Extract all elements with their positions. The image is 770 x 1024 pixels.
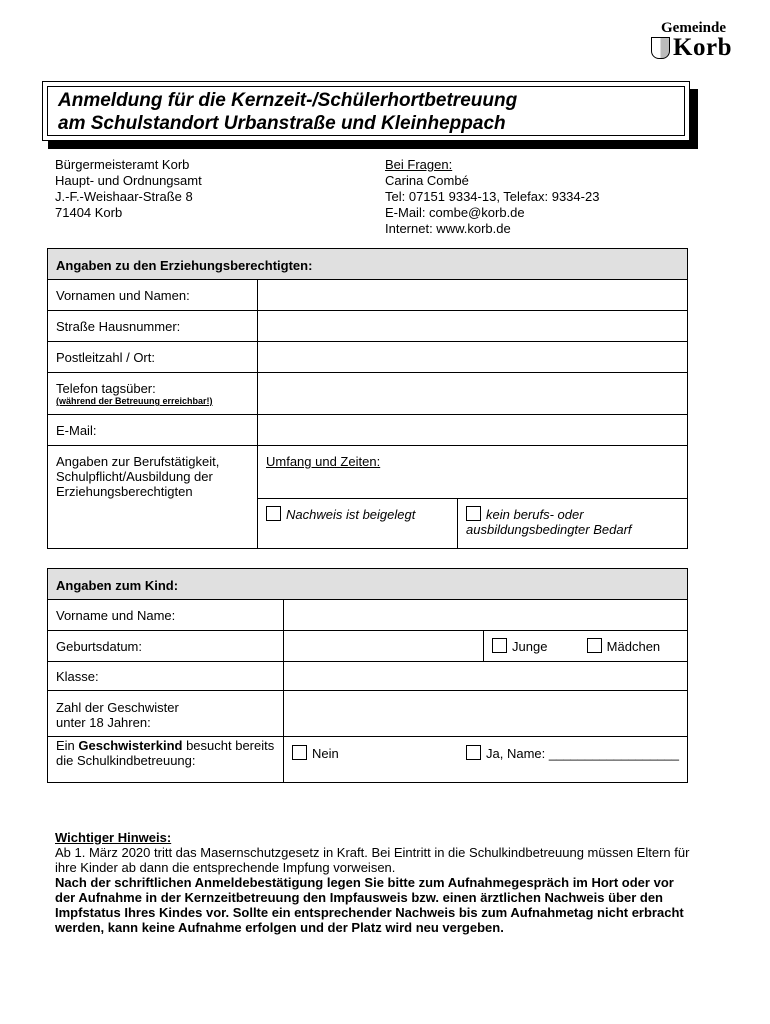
- sibling-no-label: Nein: [312, 746, 339, 761]
- boy-label: Junge: [512, 639, 548, 654]
- child-table: [47, 568, 688, 783]
- address-line: 71404 Korb: [55, 205, 123, 220]
- siblings-label: Zahl der Geschwister unter 18 Jahren:: [48, 691, 284, 737]
- contact-line: Internet: www.korb.de: [385, 221, 511, 236]
- contact-line: Carina Combé: [385, 173, 469, 188]
- guardian-email-field[interactable]: [258, 415, 688, 446]
- notice-bold-text: Nach der schriftlichen Anmeldebestätigung legen Sie bitte zum Aufnahmegespräch im Hort oder vor der Aufnahme in der Kernzeitbetreuung den Impfausweis bzw. einen ärztlichen Nachweis über den Impfstatus Ihres Kindes vor. Sollte ein entsprechender Nachweis bis zum Aufnahmetag nicht erbracht werden, kann keine Aufnahme erfolgen und der Platz wird neu vergeben.: [55, 875, 684, 935]
- sibling-care-pre: Ein: [56, 738, 79, 753]
- title-line-2: am Schulstandort Urbanstraße und Kleinheppach: [58, 113, 506, 134]
- gender-options: [484, 631, 688, 662]
- noneed-checkbox[interactable]: [466, 506, 481, 521]
- guardian-name-field[interactable]: [258, 280, 688, 311]
- notice-text: Ab 1. März 2020 tritt das Masernschutzgesetz in Kraft. Bei Eintritt in die Schulkindbetreuung müssen Eltern für ihre Kinder ab dann die entsprechende Impfung vorweisen.: [55, 845, 690, 875]
- address-line: Bürgermeisteramt Korb: [55, 157, 190, 172]
- proof-checkbox[interactable]: [266, 506, 281, 521]
- sibling-care-options: [284, 737, 688, 783]
- girl-checkbox[interactable]: [587, 638, 602, 653]
- guardians-header: Angaben zu den Erziehungsberechtigten:: [48, 249, 688, 280]
- guardian-phone-cell: [48, 373, 258, 415]
- sibling-no-option[interactable]: [292, 746, 339, 761]
- title-box: [42, 81, 690, 141]
- office-address: [55, 157, 202, 221]
- logo-municipality-label: Gemeinde: [661, 20, 726, 36]
- address-line: Haupt- und Ordnungsamt: [55, 173, 202, 188]
- noneed-label: kein berufs- oder ausbildungsbedingter Bedarf: [466, 507, 632, 537]
- guardian-street-label: Straße Hausnummer:: [48, 311, 258, 342]
- child-birth-field[interactable]: [284, 631, 484, 662]
- proof-label: Nachweis ist beigelegt: [286, 507, 416, 522]
- guardian-email-label: E-Mail:: [48, 415, 258, 446]
- contact-line: Tel: 07151 9334-13, Telefax: 9334-23: [385, 189, 600, 204]
- sibling-yes-option[interactable]: [466, 746, 679, 761]
- guardians-table: [47, 248, 688, 549]
- child-header: Angaben zum Kind:: [48, 569, 688, 600]
- logo: [651, 34, 732, 62]
- contact-info: [385, 157, 599, 237]
- sibling-yes-checkbox[interactable]: [466, 745, 481, 760]
- noneed-option[interactable]: [458, 499, 688, 549]
- address-line: J.-F.-Weishaar-Straße 8: [55, 189, 193, 204]
- guardian-street-field[interactable]: [258, 311, 688, 342]
- child-name-label: Vorname und Name:: [48, 600, 284, 631]
- crest-icon: [651, 37, 670, 59]
- guardian-job-label: Angaben zur Berufstätigkeit, Schulpflicht/Ausbildung der Erziehungsberechtigten: [48, 446, 258, 549]
- child-class-field[interactable]: [284, 662, 688, 691]
- guardian-name-label: Vornamen und Namen:: [48, 280, 258, 311]
- sibling-care-post: besucht bereits die Schulkindbetreuung:: [56, 738, 275, 768]
- logo-town-name: Korb: [673, 34, 732, 61]
- guardian-zip-label: Postleitzahl / Ort:: [48, 342, 258, 373]
- sibling-care-label: [48, 737, 284, 783]
- scope-label: Umfang und Zeiten:: [266, 454, 381, 469]
- sibling-care-bold: Geschwisterkind: [78, 738, 183, 753]
- child-name-field[interactable]: [284, 600, 688, 631]
- boy-option[interactable]: [492, 639, 547, 654]
- girl-option[interactable]: [587, 639, 660, 654]
- notice-heading: Wichtiger Hinweis:: [55, 830, 172, 845]
- child-birth-label: Geburtsdatum:: [48, 631, 284, 662]
- proof-option[interactable]: [258, 499, 458, 549]
- contact-heading: Bei Fragen:: [385, 157, 453, 172]
- girl-label: Mädchen: [606, 639, 661, 654]
- child-class-label: Klasse:: [48, 662, 284, 691]
- boy-checkbox[interactable]: [492, 638, 507, 653]
- guardian-phone-field[interactable]: [258, 373, 688, 415]
- important-notice: [55, 830, 695, 935]
- guardian-zip-field[interactable]: [258, 342, 688, 373]
- title-line-1: Anmeldung für die Kernzeit-/Schülerhortbetreuung: [58, 90, 518, 111]
- siblings-field[interactable]: [284, 691, 688, 737]
- guardian-phone-note: (während der Betreuung erreichbar!): [56, 396, 213, 406]
- sibling-yes-label: Ja, Name: __________________: [486, 746, 679, 761]
- guardian-phone-label: Telefon tagsüber:: [56, 381, 156, 396]
- sibling-no-checkbox[interactable]: [292, 745, 307, 760]
- page-title: [47, 86, 685, 136]
- contact-line: E-Mail: combe@korb.de: [385, 205, 525, 220]
- guardian-scope-field[interactable]: [258, 446, 688, 499]
